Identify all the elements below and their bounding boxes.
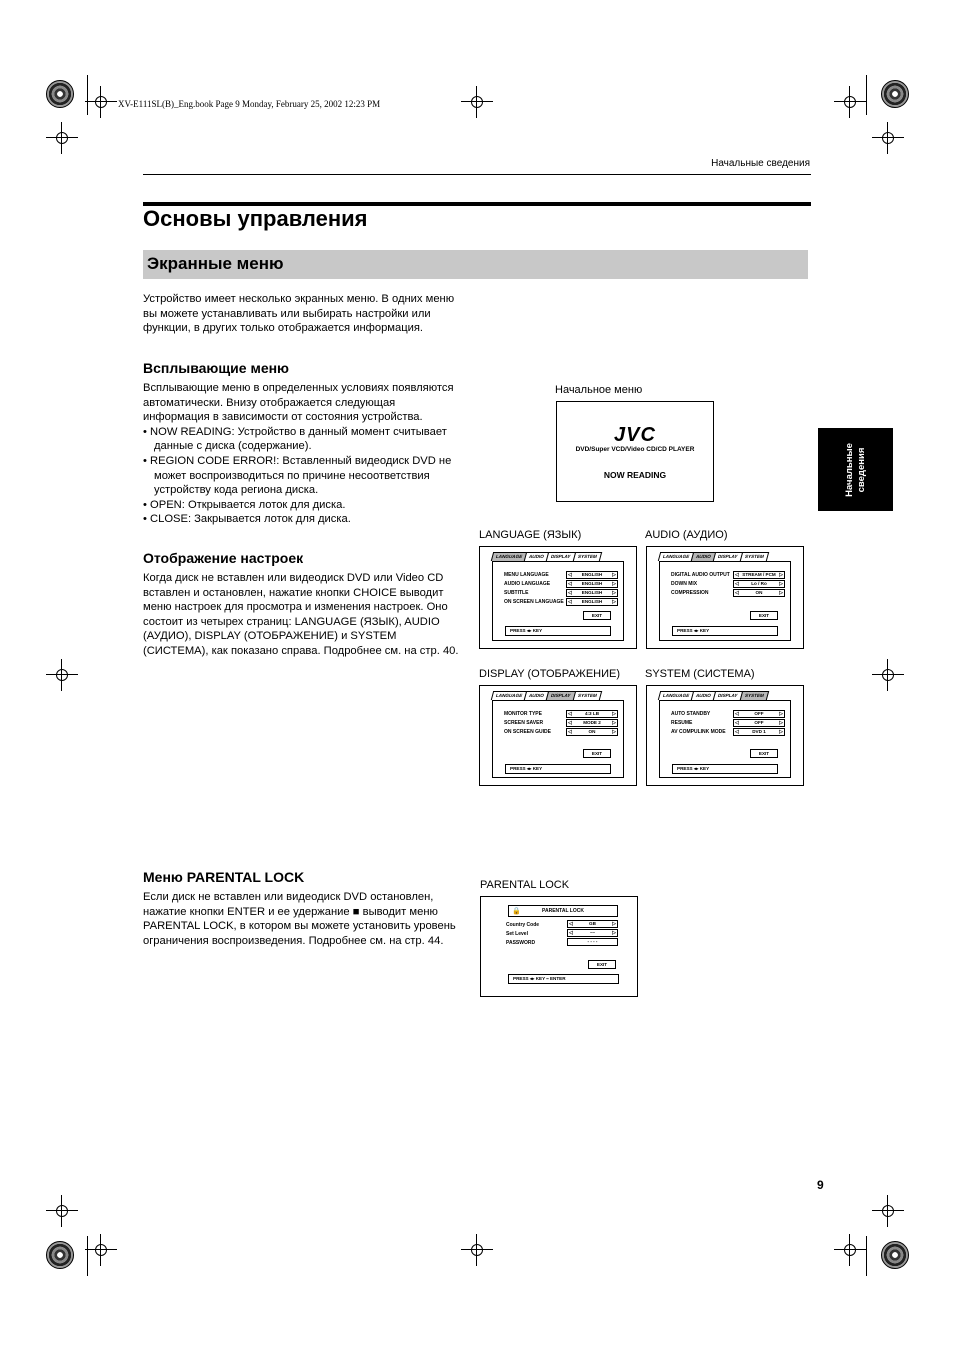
now-reading-status: NOW READING [603, 470, 667, 480]
display-caption: DISPLAY (ОТОБРАЖЕНИЕ) [479, 668, 621, 680]
press-key-bar: PRESS ◂▸ KEY [672, 626, 778, 636]
row-label: DOWN MIX [671, 581, 698, 587]
crosshair-icon [91, 1240, 111, 1260]
row-value: ◁ GB ▷ [567, 920, 618, 928]
tab-audio: AUDIO [691, 552, 716, 561]
row-value: ◁ –– ▷ [567, 929, 618, 937]
crosshair-icon [878, 1201, 898, 1221]
crop-mark [866, 1236, 867, 1276]
list-item: • OPEN: Открывается лоток для диска. [143, 498, 346, 511]
crosshair-icon [52, 128, 72, 148]
bullet-text: CLOSE: Закрывается лоток для диска. [150, 513, 351, 526]
crosshair-icon [467, 92, 487, 112]
parental-caption: PARENTAL LOCK [480, 879, 570, 891]
menu-panel [492, 700, 624, 778]
subtitle: Экранные меню [147, 254, 284, 273]
side-tab-label: Начальные сведения [843, 442, 867, 497]
crop-mark [866, 75, 867, 115]
row-label: ON SCREEN LANGUAGE [504, 599, 564, 605]
row-value: ◁ ON ▷ [733, 589, 785, 597]
registration-disc-icon [881, 1241, 909, 1269]
row-value: ◁ OFF ▷ [733, 719, 785, 727]
row-value: ◁ STREAM / PCM ▷ [733, 571, 785, 579]
row-label: Country Code [506, 922, 540, 928]
row-value: ◁ ON ▷ [566, 728, 618, 736]
tab-display: DISPLAY [546, 691, 576, 700]
row-value: ◁ ENGLISH ▷ [566, 598, 618, 606]
exit-button: EXIT [583, 749, 611, 758]
press-key-bar: PRESS ◂▸ KEY [505, 764, 611, 774]
settings-heading: Отображение настроек [143, 550, 304, 566]
menu-tabs [492, 552, 600, 561]
settings-text: Когда диск не вставлен или видеодиск DVD или Video CD вставлен и остановлен, нажатие кнопки CHOICE выводит меню настроек для просмотра и изменения настроек. Оно состоит из четырех страниц: LANGUAGE (ЯЗЫК), AUDIO (АУДИО), DISPLAY (ОТОБРАЖЕНИЕ) и SYSTEM (СИСТЕМА), как показано справа. Подробнее см. на стр. 40. [143, 572, 459, 657]
row-label: ON SCREEN GUIDE [504, 729, 551, 735]
popup-paragraph: Всплывающие меню в определенных условиях появляются автоматически. Внизу отображается следующая информация в зависимости от состояния устройства. [143, 382, 454, 424]
password-field: - - - - [567, 938, 618, 946]
row-value: ◁ DVD 1 ▷ [733, 728, 785, 736]
crosshair-icon [467, 1240, 487, 1260]
menu-tabs [659, 691, 767, 700]
registration-disc-icon [881, 80, 909, 108]
row-value: ◁ 4:3 LB ▷ [566, 710, 618, 718]
row-value: ◁ MODE 2 ▷ [566, 719, 618, 727]
tab-language: LANGUAGE [658, 691, 695, 700]
registration-disc-icon [46, 80, 74, 108]
tab-language: LANGUAGE [658, 552, 695, 561]
row-label: MONITOR TYPE [504, 711, 542, 717]
tab-display: DISPLAY [713, 552, 743, 561]
row-label: RESUME [671, 720, 693, 726]
menu-panel [659, 561, 791, 641]
crosshair-icon [840, 1240, 860, 1260]
tab-system: SYSTEM [572, 552, 601, 561]
tab-audio: AUDIO [524, 552, 549, 561]
parental-menu-screen [480, 896, 638, 997]
row-label: MENU LANGUAGE [504, 572, 549, 578]
crosshair-icon [52, 1201, 72, 1221]
row-value: ◁ ENGLISH ▷ [566, 571, 618, 579]
file-header: XV-E111SL(B)_Eng.book Page 9 Monday, February 25, 2002 12:23 PM [118, 99, 381, 109]
row-label: SUBTITLE [504, 590, 529, 596]
row-value: ◁ Lo / Ro ▷ [733, 580, 785, 588]
tab-language: LANGUAGE [491, 552, 528, 561]
tab-audio: AUDIO [691, 691, 716, 700]
bullet-text: OPEN: Открывается лоток для диска. [150, 498, 346, 511]
header-rule [143, 174, 811, 175]
side-tab [818, 428, 893, 511]
section-label: Начальные сведения [711, 158, 810, 169]
bullet-text: NOW READING: Устройство в данный момент считывает данные с диска (содержание). [150, 425, 447, 453]
audio-menu-screen [646, 546, 804, 649]
crosshair-icon [91, 92, 111, 112]
menu-tabs [492, 691, 600, 700]
popup-heading: Всплывающие меню [143, 360, 290, 376]
parental-text: Если диск не вставлен или видеодиск DVD остановлен, нажатие кнопки ENTER и ее удержание ■ выводит меню PARENTAL LOCK, в котором вы можете установить уровень ограничения воспроизведения. Подробнее см. на стр. 44. [143, 891, 456, 947]
row-label: COMPRESSION [671, 590, 709, 596]
audio-caption: AUDIO (АУДИО) [645, 529, 728, 541]
tab-system: SYSTEM [739, 691, 768, 700]
menu-tabs [659, 552, 767, 561]
press-key-bar: PRESS ◂▸ KEY ⎯ ENTER [508, 974, 619, 984]
menu-panel [492, 561, 624, 641]
press-key-bar: PRESS ◂▸ KEY [672, 764, 778, 774]
parental-title-bar [508, 905, 618, 917]
registration-disc-icon [46, 1241, 74, 1269]
list-item: • CLOSE: Закрывается лоток для диска. [143, 513, 351, 526]
menu-panel [659, 700, 791, 778]
row-label: SCREEN SAVER [504, 720, 544, 726]
tab-audio: AUDIO [524, 691, 549, 700]
popup-text [143, 381, 463, 527]
tab-display: DISPLAY [713, 691, 743, 700]
row-label: DIGITAL AUDIO OUTPUT [671, 572, 730, 578]
page-title: Основы управления [143, 206, 368, 231]
tab-system: SYSTEM [572, 691, 601, 700]
crop-mark [87, 75, 88, 115]
row-value: ◁ ENGLISH ▷ [566, 589, 618, 597]
lock-icon: 🔒 [512, 908, 521, 915]
parental-heading: Меню PARENTAL LOCK [143, 869, 305, 885]
crosshair-icon [878, 665, 898, 685]
row-value: ◁ ENGLISH ▷ [566, 580, 618, 588]
system-menu-screen [646, 685, 804, 786]
row-value: ◁ OFF ▷ [733, 710, 785, 718]
bullet-text: REGION CODE ERROR!: Вставленный видеодиск DVD не может воспроизводиться по причине несоответствия устройству кода региона диска. [150, 454, 452, 497]
exit-button: EXIT [750, 749, 778, 758]
list-item: • REGION CODE ERROR!: Вставленный видеодиск DVD не может воспроизводиться по причине несоответствия устройству кода региона диска. [143, 454, 452, 497]
language-caption: LANGUAGE (ЯЗЫК) [479, 529, 582, 541]
row-label: AV COMPULINK MODE [671, 729, 726, 735]
press-key-bar: PRESS ◂▸ KEY [505, 626, 611, 636]
crosshair-icon [840, 92, 860, 112]
crosshair-icon [52, 665, 72, 685]
language-menu-screen [479, 546, 637, 649]
page-number: 9 [817, 1178, 824, 1192]
jvc-logo: JVC [614, 424, 656, 446]
exit-button: EXIT [750, 611, 778, 620]
row-label: Set Level [506, 931, 528, 937]
initial-menu-caption: Начальное меню [555, 384, 643, 396]
row-label: PASSWORD [506, 940, 536, 946]
tab-system: SYSTEM [739, 552, 768, 561]
crosshair-icon [878, 128, 898, 148]
row-label: AUDIO LANGUAGE [504, 581, 551, 587]
display-menu-screen [479, 685, 637, 786]
initial-menu-screen [556, 401, 714, 502]
list-item: • NOW READING: Устройство в данный момент считывает данные с диска (содержание). [143, 425, 447, 453]
tab-display: DISPLAY [546, 552, 576, 561]
intro-text: Устройство имеет несколько экранных меню. В одних меню вы можете устанавливать или выбирать настройки или функции, в других только отображается информация. [143, 293, 455, 335]
player-model: DVD/Super VCD/Video CD/CD PLAYER [575, 446, 695, 453]
exit-button: EXIT [588, 960, 616, 969]
parental-title: PARENTAL LOCK [542, 908, 584, 914]
row-label: AUTO STANDBY [671, 711, 711, 717]
popup-bullet-list [143, 425, 463, 527]
exit-button: EXIT [583, 611, 611, 620]
crop-mark [87, 1236, 88, 1276]
tab-language: LANGUAGE [491, 691, 528, 700]
system-caption: SYSTEM (СИСТЕМА) [645, 668, 755, 680]
